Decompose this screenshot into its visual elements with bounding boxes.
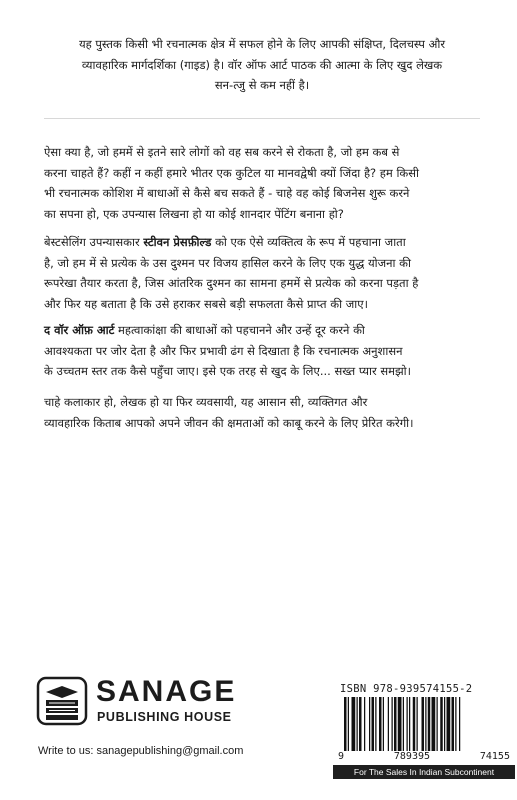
body-text: को एक ऐसे व्यक्तित्व के रूप में पहचाना जाता [211, 235, 406, 249]
body-line: और फिर यह बताता है कि उसे हराकर सबसे बड़ी सफलता कैसे प्राप्त की जाए। [44, 296, 368, 311]
barcode-bar [359, 697, 362, 751]
barcode-bar [398, 697, 402, 751]
barcode-bar [357, 697, 358, 751]
publisher-name: SANAGE [96, 675, 237, 708]
body-line: भी रचनात्मक कोशिश में बाधाओं से कैसे बच सकते हैं - चाहे वह कोई बिजनेस शुरू करने [44, 186, 410, 200]
barcode-digit-group: 74155 [479, 751, 510, 762]
barcode-bar [417, 697, 418, 751]
barcode-bar [428, 697, 431, 751]
barcode-bar [403, 697, 404, 751]
barcode-bar [392, 697, 393, 751]
publisher-subtitle: PUBLISHING HOUSE [97, 710, 232, 724]
body-line: रूपरेखा तैयार करता है, जिस आंतरिक दुश्मन का सामना हममें से प्रत्येक को करना पड़ता है [44, 276, 419, 290]
body-line: चाहे कलाकार हो, लेखक हो या फिर व्यवसायी, यह आसान सी, व्यक्तिगत और [44, 395, 368, 409]
body-line [44, 320, 480, 341]
barcode-bar [459, 697, 460, 751]
barcode-bar [375, 697, 376, 751]
body-text: महत्वाकांक्षा की बाधाओं को पहचानने और उन्हें दूर करने की [114, 323, 365, 337]
barcode-bar [344, 697, 347, 751]
body-line: ऐसा क्या है, जो हममें से इतने सारे लोगों को वह सब करने से रोकता है, जो हम कब से [44, 145, 400, 159]
barcode-bar [413, 697, 416, 751]
barcode-bar [372, 697, 375, 751]
intro-line: सन-त्जु से कम नहीं है। [214, 78, 310, 92]
barcode-bar [348, 697, 349, 751]
isbn-label: ISBN 978-939574155-2 [340, 683, 473, 695]
barcode-bar [388, 697, 389, 751]
body-text: बेस्टसेलिंग उपन्यासकार [44, 235, 144, 249]
description-paragraph-4 [44, 392, 480, 433]
barcode-bars [343, 697, 509, 751]
intro-line: यह पुस्तक किसी भी रचनात्मक क्षेत्र में सफल होने के लिए आपकी संक्षिप्त, दिलचस्प और [78, 37, 446, 51]
sales-region-label: For The Sales In Indian Subcontinent [333, 765, 515, 779]
section-divider [44, 118, 480, 119]
barcode-bar [437, 697, 438, 751]
barcode-digit-first: 9 [338, 751, 345, 762]
body-line: है, जो हम में से प्रत्येक के उस दुश्मन पर विजय हासिल करने के लिए एक युद्ध योजना की [44, 255, 411, 270]
body-line: करना चाहते हैं? कहीं न कहीं हमारे भीतर एक कुटिल या मानवद्वेषी क्यों जिंदा है? हम किसी [44, 165, 420, 180]
book-title: द वॉर ऑफ़ आर्ट [44, 323, 115, 337]
body-line [44, 232, 480, 253]
description-paragraph-3 [44, 320, 480, 382]
barcode-bar [407, 697, 408, 751]
barcode-bar [352, 697, 356, 751]
barcode-bar [452, 697, 455, 751]
intro-paragraph [44, 34, 480, 96]
barcode-bar [447, 697, 451, 751]
barcode-bar [364, 697, 365, 751]
barcode-bar [394, 697, 397, 751]
barcode-bar [425, 697, 426, 751]
barcode-digits [338, 751, 510, 762]
body-line: आवश्यकता पर जोर देता है और फिर प्रभावी ढंग से दिखाता है कि रचनात्मक अनुशासन [44, 343, 403, 358]
barcode-bar [379, 697, 382, 751]
barcode-bar [444, 697, 445, 751]
body-line: व्यावहारिक किताब आपको अपने जीवन की क्षमताओं को काबू करने के लिए प्रेरित करेगी। [44, 415, 414, 430]
body-line: का सपना हो, एक उपन्यास लिखना हो या कोई शानदार पेंटिंग बनाना हो? [44, 206, 344, 221]
author-name: स्टीवन प्रेसफ़ील्ड [143, 235, 212, 249]
publisher-contact: Write to us: sanagepublishing@gmail.com [38, 745, 244, 757]
barcode-bar [409, 697, 410, 751]
barcode-bar [455, 697, 456, 751]
description-paragraph-1 [44, 142, 480, 224]
barcode-bar [432, 697, 436, 751]
barcode-bar [383, 697, 384, 751]
intro-line: व्यावहारिक मार्गदर्शिका (गाइड) है। वॉर ऑफ आर्ट पाठक की आत्मा के लिए खुद लेखक [81, 57, 443, 72]
barcode-digit-group: 789395 [393, 751, 431, 762]
barcode-bar [369, 697, 370, 751]
barcode-bar [422, 697, 425, 751]
body-line: के उच्चतम स्तर तक कैसे पहुँचा जाए। इसे एक तरह से खुद के लिए... सख्त प्यार समझो। [44, 364, 412, 378]
book-stack-icon [36, 676, 88, 726]
barcode-bar [440, 697, 443, 751]
description-paragraph-2 [44, 232, 480, 314]
